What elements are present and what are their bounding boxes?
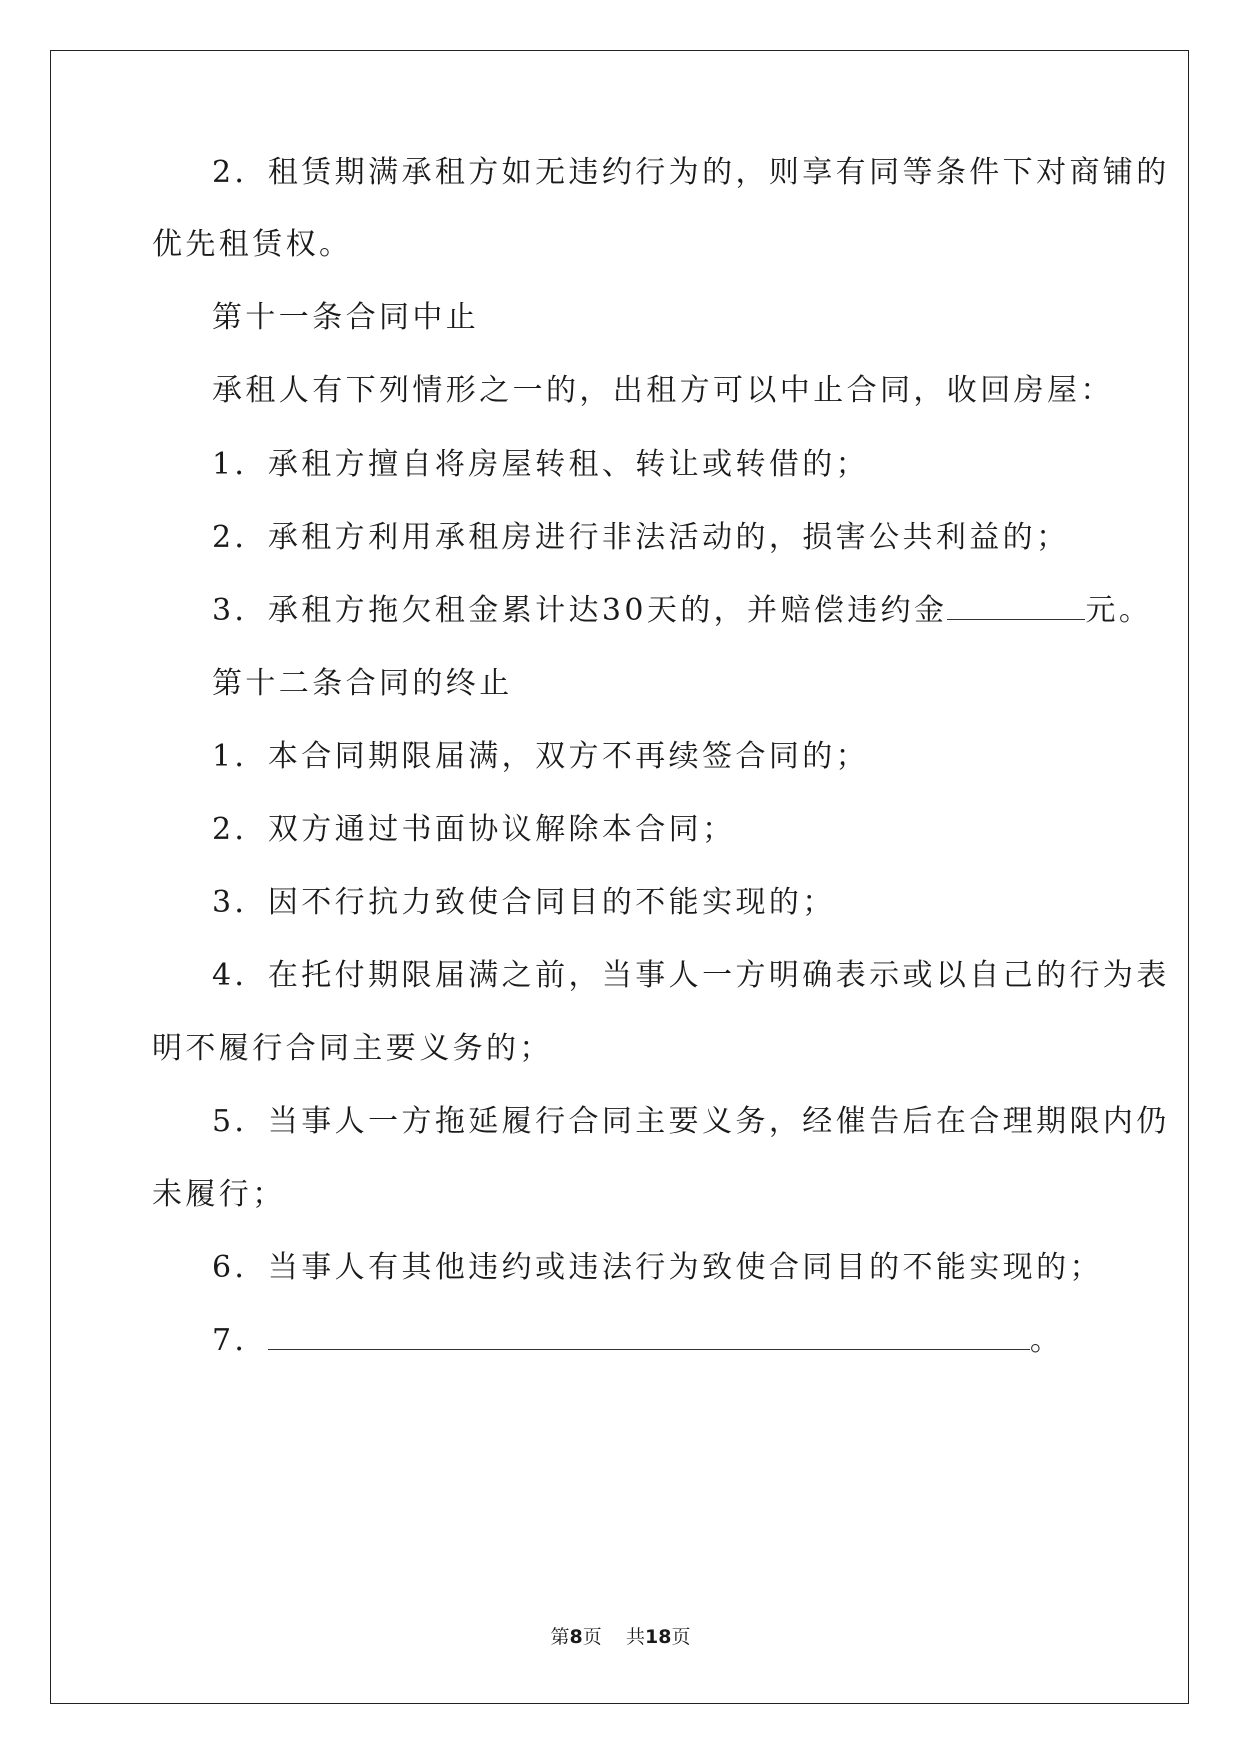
footer-page-number: 8 [569, 1626, 583, 1648]
footer-page-prefix: 第 [550, 1626, 570, 1648]
clause-12-item-5-line-2: 未履行； [152, 1177, 286, 1212]
clause-11-item-1: 1．承租方擅自将房屋转租、转让或转借的； [212, 447, 870, 482]
clause-12-item-1: 1．本合同期限届满，双方不再续签合同的； [212, 739, 870, 774]
other-terms-blank [268, 1323, 1030, 1350]
footer-total-suffix: 页 [671, 1626, 691, 1648]
clause-11-heading: 第十一条合同中止 [212, 300, 480, 335]
clause-11-item-3-unit: 元。 [1085, 593, 1153, 628]
page-border [50, 50, 1189, 1704]
clause-12-heading: 第十二条合同的终止 [212, 666, 513, 701]
clause-12-item-7-end: 。 [1029, 1323, 1064, 1358]
footer-page-suffix: 页 [582, 1626, 602, 1648]
clause-11-item-2: 2．承租方利用承租房进行非法活动的，损害公共利益的； [212, 520, 1070, 555]
clause-10-item-2-line-1: 2．租赁期满承租方如无违约行为的，则享有同等条件下对商铺的 [212, 155, 1170, 190]
penalty-amount-blank [947, 593, 1085, 620]
clause-12-item-2: 2．双方通过书面协议解除本合同； [212, 812, 736, 847]
clause-12-item-6: 6．当事人有其他违约或违法行为致使合同目的不能实现的； [212, 1250, 1103, 1285]
clause-12-item-7 [212, 1323, 1063, 1359]
clause-11-intro: 承租人有下列情形之一的，出租方可以中止合同，收回房屋： [212, 373, 1114, 408]
clause-12-item-3: 3．因不行抗力致使合同目的不能实现的； [212, 885, 836, 920]
footer-total-pages: 18 [644, 1626, 672, 1648]
clause-12-item-4-line-2: 明不履行合同主要义务的； [152, 1031, 553, 1066]
clause-11-item-3-text: 3．承租方拖欠租金累计达30天的，并赔偿违约金 [212, 593, 948, 628]
clause-12-item-5-line-1: 5．当事人一方拖延履行合同主要义务，经催告后在合理期限内仍 [212, 1104, 1170, 1139]
footer-total-prefix: 共 [625, 1626, 645, 1648]
page-footer [0, 1625, 1241, 1649]
clause-10-item-2-line-2: 优先租赁权。 [152, 227, 353, 262]
clause-12-item-4-line-1: 4．在托付期限届满之前，当事人一方明确表示或以自己的行为表 [212, 958, 1170, 993]
clause-11-item-3 [212, 593, 1152, 629]
clause-12-item-7-number: 7． [212, 1323, 268, 1358]
